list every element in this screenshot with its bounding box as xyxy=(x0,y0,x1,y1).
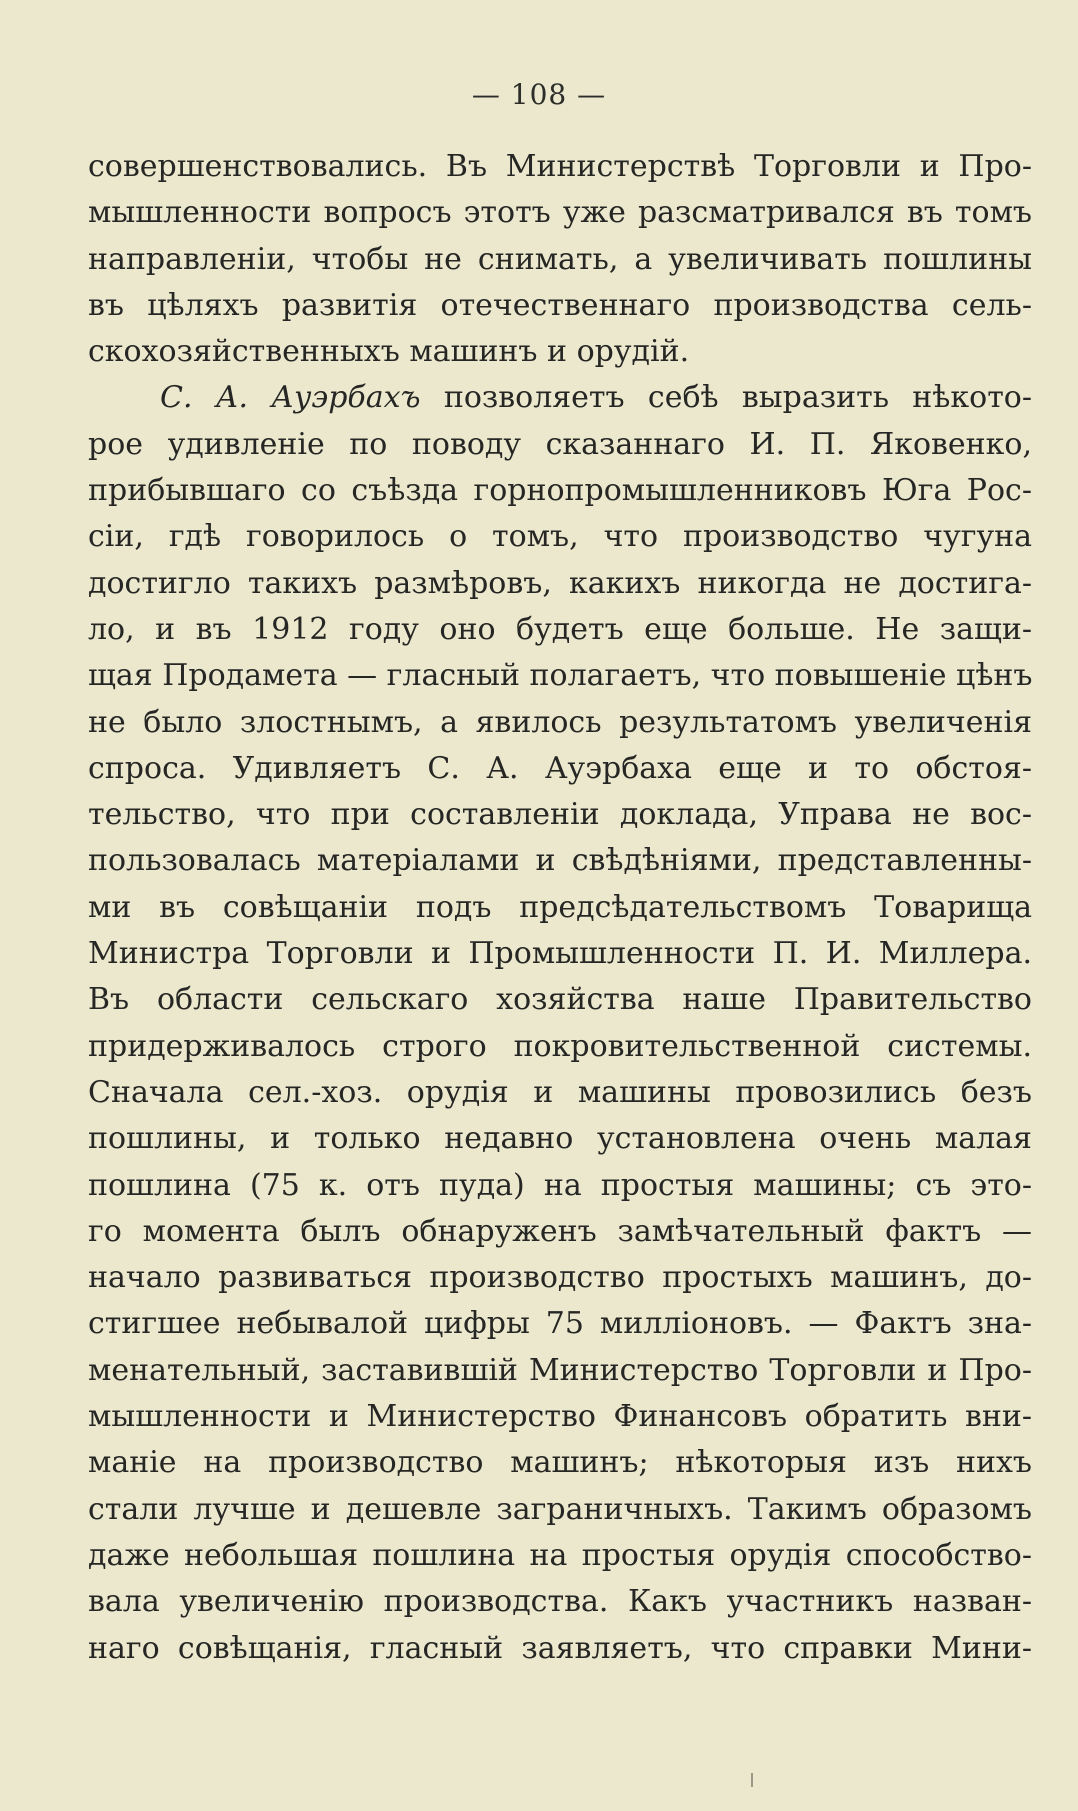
text-line: ло, и въ 1912 году оно будетъ еще больше. Не защи- xyxy=(88,611,1032,647)
page-number: — 108 — xyxy=(471,78,607,111)
text-line: сіи, гдѣ говорилось о томъ, что производство чугуна xyxy=(88,519,1032,555)
text-line: даже небольшая пошлина на простыя орудія способство- xyxy=(88,1537,1032,1573)
text-line: Сначала сел.-хоз. орудія и машины провозились безъ xyxy=(88,1074,1032,1110)
print-mark xyxy=(751,1773,753,1787)
text-line: достигло такихъ размѣровъ, какихъ никогда не достига- xyxy=(88,565,1032,601)
text-line: стали лучше и дешевле заграничныхъ. Такимъ образомъ xyxy=(88,1491,1032,1527)
text-line: мышленности и Министерство Финансовъ обратить вни- xyxy=(88,1399,1032,1435)
text-line: пошлина (75 к. отъ пуда) на простыя машины; съ это- xyxy=(88,1167,1032,1203)
text-line: придерживалось строго покровительственной системы. xyxy=(88,1028,1032,1064)
text-line: вала увеличенію производства. Какъ участникъ назван- xyxy=(88,1584,1032,1620)
text-line: наго совѣщанія, гласный заявляетъ, что справки Мини- xyxy=(88,1630,1032,1666)
text-line: ми въ совѣщаніи подъ предсѣдательствомъ Товарища xyxy=(88,889,1032,925)
text-line: го момента былъ обнаруженъ замѣчательный фактъ — xyxy=(88,1213,1032,1249)
text-line: менательный, заставившій Министерство Торговли и Про- xyxy=(88,1352,1032,1388)
text-line: спроса. Удивляетъ С. А. Ауэрбаха еще и то обстоя- xyxy=(88,750,1032,786)
text-line: прибывшаго со съѣзда горнопромышленниковъ Юга Рос- xyxy=(88,473,1032,509)
text-line: не было злостнымъ, а явилось результатомъ увеличенія xyxy=(88,704,1032,740)
text-line: совершенствовались. Въ Министерствѣ Торговли и Про- xyxy=(88,149,1032,184)
body-text xyxy=(88,144,1032,1672)
text-line: маніе на производство машинъ; нѣкоторыя изъ нихъ xyxy=(88,1445,1032,1481)
text-line: скохозяйственныхъ машинъ и орудій. xyxy=(88,334,690,370)
text-line: Въ области сельскаго хозяйства наше Правительство xyxy=(88,982,1032,1018)
text-fragment: позволяетъ себѣ выразить нѣкото- xyxy=(420,380,1032,416)
text-line: пользовалась матеріалами и свѣдѣніями, представленны- xyxy=(88,843,1032,879)
text-line: рое удивленіе по поводу сказаннаго И. П. Яковенко, xyxy=(88,426,1032,462)
text-line: въ цѣляхъ развитія отечественнаго производства сель- xyxy=(88,287,1032,323)
text-line: мышленности вопросъ этотъ уже разсматривался въ томъ xyxy=(88,195,1032,231)
text-line: щая Продамета — гласный полагаетъ, что повышеніе цѣнъ xyxy=(88,658,1033,694)
text-line: тельство, что при составленіи доклада, Управа не вос- xyxy=(88,797,1032,833)
text-line: Министра Торговли и Промышленности П. И. Миллера. xyxy=(88,936,1032,972)
text-line: пошлины, и только недавно установлена очень малая xyxy=(88,1121,1032,1157)
paragraph-first-line xyxy=(88,375,1032,421)
text-line: стигшее небывалой цифры 75 милліоновъ. — Фактъ зна- xyxy=(88,1306,1032,1342)
speaker-name: С. А. Ауэрбахъ xyxy=(160,380,421,416)
text-line: направленіи, чтобы не снимать, а увеличивать пошлины xyxy=(88,241,1032,277)
text-line: начало развиваться производство простыхъ машинъ, до- xyxy=(88,1260,1032,1296)
